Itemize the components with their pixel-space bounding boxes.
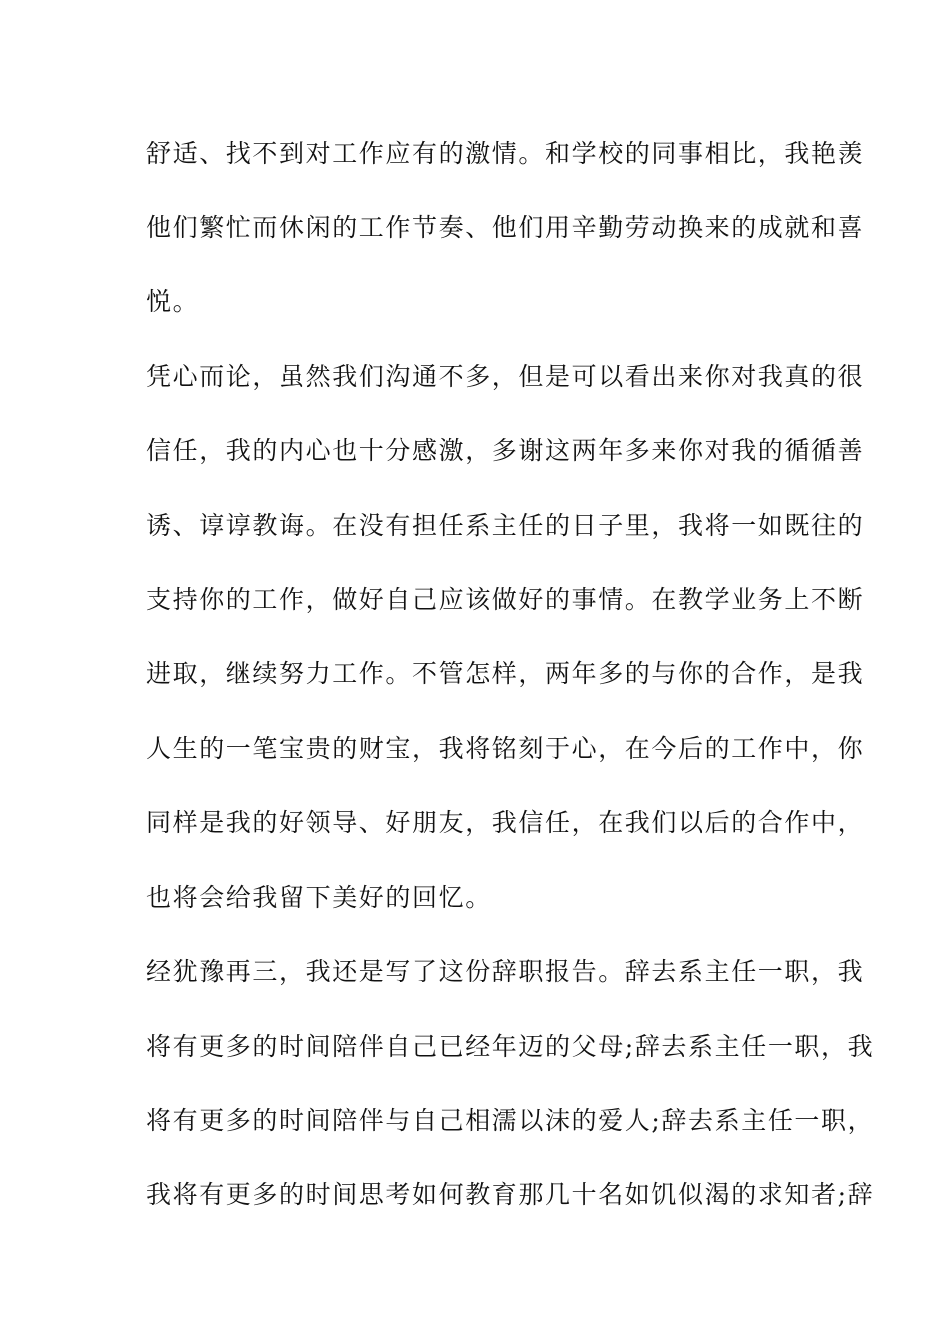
text-line: 将有更多的时间陪伴自己已经年迈的父母;辞去系主任一职，我 [146, 1032, 875, 1061]
text-line: 人生的一笔宝贵的财宝，我将铭刻于心，在今后的工作中，你 [146, 734, 865, 763]
text-line: 我将有更多的时间思考如何教育那几十名如饥似渴的求知者;辞 [146, 1180, 875, 1209]
text-line: 悦。 [146, 287, 200, 316]
text-line: 支持你的工作，做好自己应该做好的事情。在教学业务上不断 [146, 585, 865, 614]
text-line: 也将会给我留下美好的回忆。 [146, 883, 492, 912]
text-line: 将有更多的时间陪伴与自己相濡以沫的爱人;辞去系主任一职， [146, 1106, 875, 1135]
text-line: 进取，继续努力工作。不管怎样，两年多的与你的合作，是我 [146, 659, 865, 688]
text-line: 经犹豫再三，我还是写了这份辞职报告。辞去系主任一职，我 [146, 957, 865, 986]
text-line: 舒适、找不到对工作应有的激情。和学校的同事相比，我艳羡 [146, 139, 865, 168]
text-line: 凭心而论，虽然我们沟通不多，但是可以看出来你对我真的很 [146, 362, 865, 391]
text-line: 同样是我的好领导、好朋友，我信任，在我们以后的合作中， [146, 808, 865, 837]
text-line: 他们繁忙而休闲的工作节奏、他们用辛勤劳动换来的成就和喜 [146, 213, 865, 242]
text-line: 诱、谆谆教诲。在没有担任系主任的日子里，我将一如既往的 [146, 511, 865, 540]
text-line: 信任，我的内心也十分感激，多谢这两年多来你对我的循循善 [146, 436, 865, 465]
